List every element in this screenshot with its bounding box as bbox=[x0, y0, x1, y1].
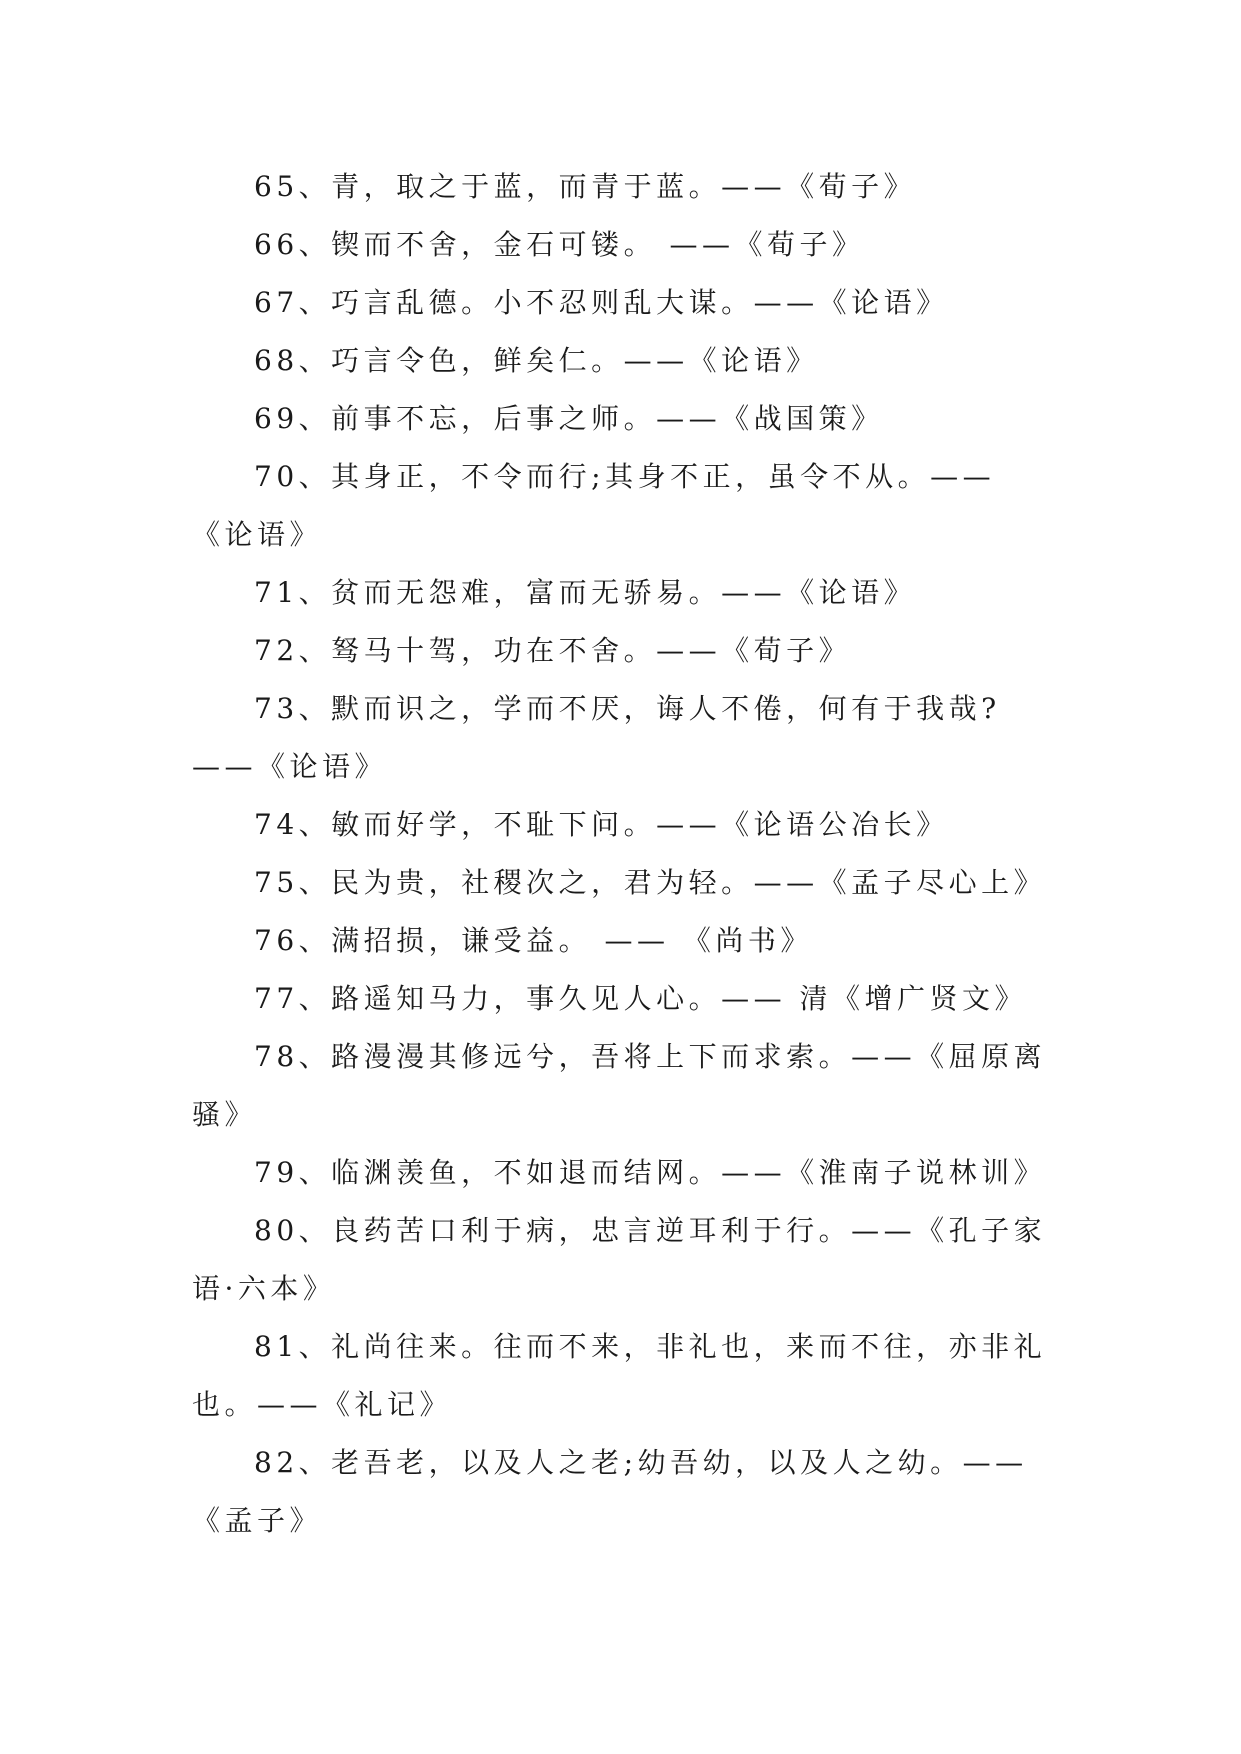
quote-list bbox=[192, 158, 1054, 1550]
quote-item: 78、路漫漫其修远兮，吾将上下而求索。——《屈原离骚》 bbox=[192, 1040, 1047, 1131]
quote-item: 82、老吾老，以及人之老;幼吾幼，以及人之幼。——《孟子》 bbox=[192, 1446, 1028, 1537]
quote-item: 79、临渊羡鱼，不如退而结网。——《淮南子说林训》 bbox=[254, 1156, 1047, 1189]
quote-item: 66、锲而不舍，金石可镂。 ——《荀子》 bbox=[254, 228, 865, 261]
quote-item: 76、满招损，谦受益。 —— 《尚书》 bbox=[254, 924, 813, 957]
quote-item: 71、贫而无怨难，富而无骄易。——《论语》 bbox=[254, 576, 917, 609]
quote-item: 67、巧言乱德。小不忍则乱大谋。——《论语》 bbox=[254, 286, 949, 319]
quote-item: 75、民为贵，社稷次之，君为轻。——《孟子尽心上》 bbox=[254, 866, 1047, 899]
quote-item: 69、前事不忘，后事之师。——《战国策》 bbox=[254, 402, 884, 435]
quote-item: 65、青，取之于蓝，而青于蓝。——《荀子》 bbox=[254, 170, 917, 203]
quote-item: 70、其身正，不令而行;其身不正，虽令不从。——《论语》 bbox=[192, 460, 996, 551]
quote-item: 68、巧言令色，鲜矣仁。——《论语》 bbox=[254, 344, 819, 377]
quote-item: 73、默而识之，学而不厌，诲人不倦，何有于我哉?——《论语》 bbox=[192, 692, 1001, 783]
quote-item: 81、礼尚往来。往而不来，非礼也，来而不往，亦非礼也。——《礼记》 bbox=[192, 1330, 1047, 1421]
quote-item: 74、敏而好学，不耻下问。——《论语公冶长》 bbox=[254, 808, 949, 841]
quote-item: 80、良药苦口利于病，忠言逆耳利于行。——《孔子家语·六本》 bbox=[192, 1214, 1047, 1305]
quote-item: 72、驽马十驾，功在不舍。——《荀子》 bbox=[254, 634, 852, 667]
quote-item: 77、路遥知马力，事久见人心。—— 清《增广贤文》 bbox=[254, 982, 1028, 1015]
